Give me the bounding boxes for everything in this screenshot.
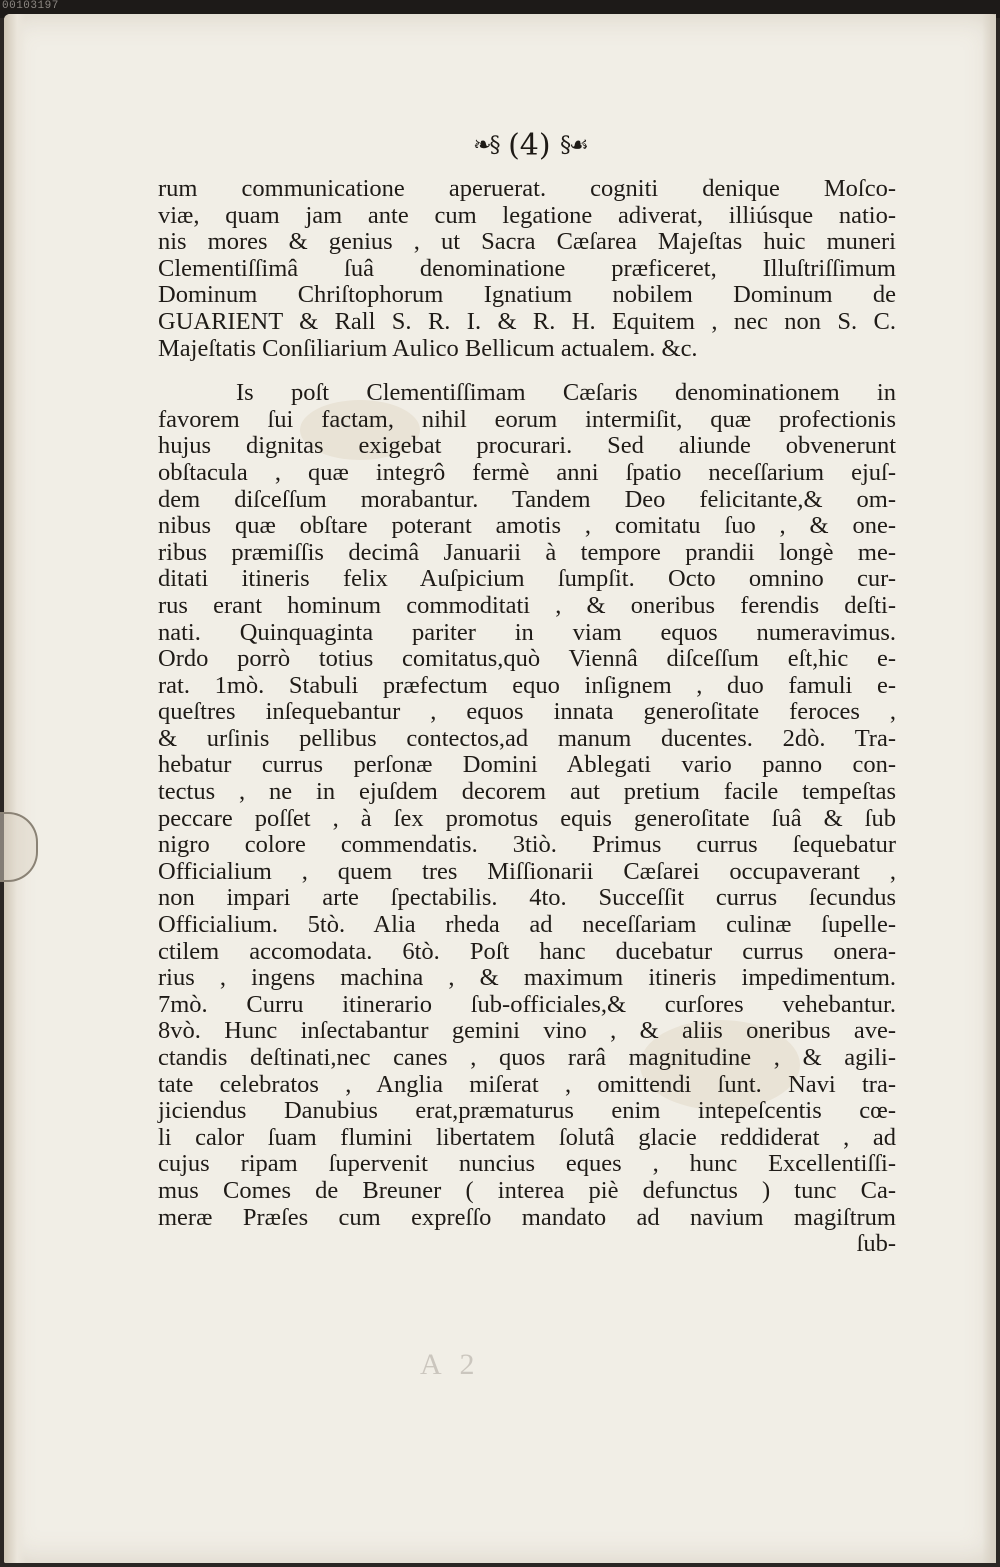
- text-line: queſtres inſequebantur , equos innata generoſitate feroces ,: [158, 698, 896, 726]
- text-line: GUARIENT & Rall S. R. I. & R. H. Equitem , nec non S. C.: [158, 307, 896, 335]
- text-line: Dominum Chriſtophorum Ignatium nobilem Dominum de: [158, 281, 896, 309]
- signature-mark: A 2: [420, 1348, 481, 1381]
- text-line: nigro colore commendatis. 3tiò. Primus currus ſequebatur: [158, 831, 896, 859]
- text-line: nati. Quinquaginta pariter in viam equos numeravimus.: [158, 618, 896, 646]
- page-number: (4): [508, 128, 551, 163]
- text-line: rat. 1mò. Stabuli præfectum equo inſignem , duo famuli e-: [158, 671, 896, 699]
- text-line: 8vò. Hunc inſectabantur gemini vino , & aliis oneribus ave-: [158, 1017, 896, 1045]
- text-line: Officialium , quem tres Miſſionarii Cæſarei occupaverant ,: [158, 857, 896, 885]
- text-line: ditati itineris felix Auſpicium ſumpſit. Octo omnino cur-: [158, 565, 896, 593]
- text-line: hebatur currus perſonæ Domini Ablegati vario panno con-: [158, 751, 896, 779]
- text-line: non impari arte ſpectabilis. 4to. Succeſſit currus ſecundus: [158, 884, 896, 912]
- text-line: Majeſtatis Conſiliarium Aulico Bellicum actualem. &c.: [158, 334, 698, 362]
- text-line: ctilem accomodata. 6tò. Poſt hanc ducebatur currus onera-: [158, 937, 896, 965]
- text-line: 7mò. Curru itinerario ſub-officiales,& curſores vehebantur.: [158, 990, 896, 1018]
- text-line: meræ Præſes cum expreſſo mandato ad navium magiſtrum: [158, 1203, 896, 1231]
- text-line: dem diſceſſum morabantur. Tandem Deo felicitante,& om-: [158, 485, 896, 513]
- text-line: viæ, quam jam ante cum legatione adiverat, illiúsque natio-: [158, 201, 896, 229]
- text-line: ribus præmiſſis decimâ Januarii à tempore prandii longè me-: [158, 538, 896, 566]
- text-line: Ordo porrò totius comitatus,quò Viennâ diſceſſum eſt,hic e-: [158, 645, 896, 673]
- text-line: jiciendus Danubius erat,præmaturus enim intepeſcentis cœ-: [158, 1097, 896, 1125]
- text-line: li calor ſuam flumini libertatem ſolutâ glacie reddiderat , ad: [158, 1123, 896, 1151]
- text-line: rum communicatione aperuerat. cogniti denique Moſco-: [158, 175, 896, 202]
- text-line: Is poſt Clementiſſimam Cæſaris denominationem in: [236, 379, 896, 407]
- text-line: Officialium. 5tò. Alia rheda ad neceſſariam culinæ ſupelle-: [158, 911, 896, 939]
- page-right-edge: [982, 14, 996, 1563]
- text-line: & urſinis pellibus contectos,ad manum ducentes. 2dò. Tra-: [158, 724, 896, 752]
- ornament-right-icon: §☙: [560, 133, 587, 158]
- text-line: nis mores & genius , ut Sacra Cæſarea Majeſtas huic muneri: [158, 228, 896, 256]
- ornament-left-icon: ❧§: [473, 133, 499, 158]
- text-line: tate celebratos , Anglia miſerat , omittendi ſunt. Navi tra-: [158, 1070, 896, 1098]
- text-line: rius , ingens machina , & maximum itineris impedimentum.: [158, 964, 896, 992]
- catchword: ſub-: [856, 1230, 896, 1258]
- text-line: rus erant hominum commoditati , & oneribus ferendis deſti-: [158, 591, 896, 619]
- body-text: [158, 176, 896, 1258]
- text-line: hujus dignitas exigebat procurari. Sed aliunde obvenerunt: [158, 432, 896, 460]
- text-line: Clementiſſimâ ſuâ denominatione præficeret, Illuſtriſſimum: [158, 254, 896, 282]
- text-line: nibus quæ obſtare poterant amotis , comitatu ſuo , & one-: [158, 512, 896, 540]
- paragraph-1: [158, 176, 896, 362]
- text-line: tectus , ne in ejuſdem decorem aut pretium facile tempeſtas: [158, 778, 896, 806]
- text-line: peccare poſſet , à ſex promotus equis generoſitate ſuâ & ſub: [158, 804, 896, 832]
- page-left-edge: [4, 14, 26, 1563]
- page-header: [440, 128, 620, 172]
- text-line: obſtacula , quæ integrô fermè anni ſpatio neceſſarium ejuſ-: [158, 458, 896, 486]
- text-line: favorem ſui factam, nihil eorum intermiſit, quæ profectionis: [158, 405, 896, 433]
- text-line: cujus ripam ſupervenit nuncius eques , hunc Excellentiſſi-: [158, 1150, 896, 1178]
- text-line: mus Comes de Breuner ( interea piè defunctus ) tunc Ca-: [158, 1176, 896, 1204]
- paragraph-2: [158, 380, 896, 1258]
- text-line: ctandis deſtinati,nec canes , quos rarâ magnitudine , & agili-: [158, 1044, 896, 1071]
- catalog-number: 00103197: [2, 0, 59, 12]
